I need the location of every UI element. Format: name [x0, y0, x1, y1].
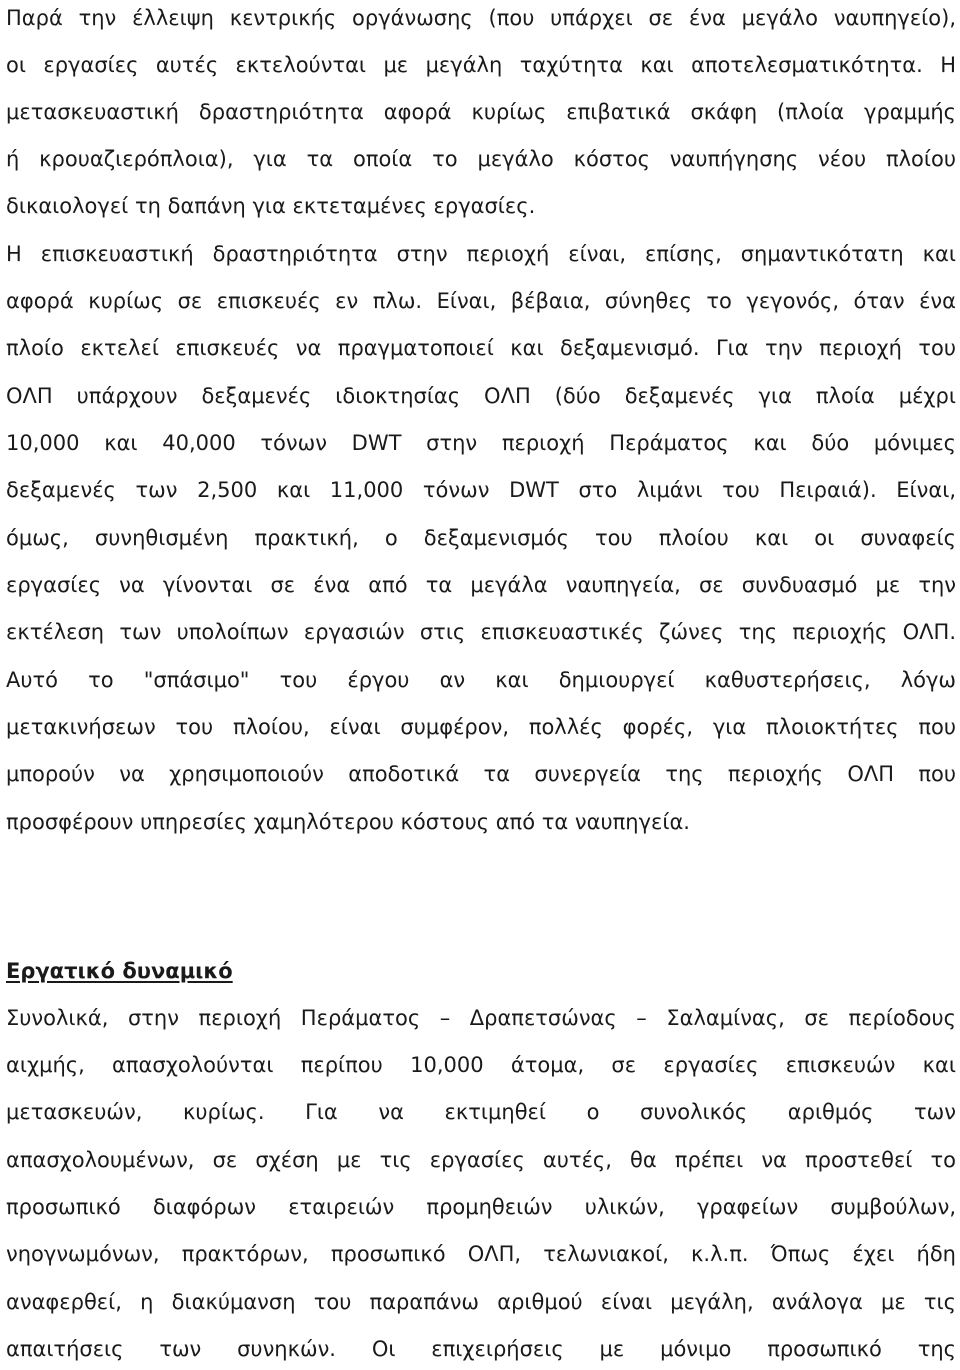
paragraph-2-line: δεξαμενές των 2,500 και 11,000 τόνων DWT στο λιμάνι του Πειραιά). Είναι,	[6, 478, 956, 502]
paragraph-1-line: οι εργασίες αυτές εκτελούνται με μεγάλη ταχύτητα και αποτελεσματικότητα. Η	[6, 53, 956, 77]
paragraph-1-line: ή κρουαζιερόπλοια), για τα οποία το μεγάλο κόστος ναυπήγησης νέου πλοίου	[6, 147, 956, 171]
paragraph-2-line: όμως, συνηθισμένη πρακτική, ο δεξαμενισμός του πλοίου και οι συναφείς	[6, 526, 956, 550]
paragraph-2-line: πλοίο εκτελεί επισκευές να πραγματοποιεί και δεξαμενισμό. Για την περιοχή του	[6, 336, 956, 360]
section-heading: Εργατικό δυναμικό	[6, 959, 233, 983]
paragraph-2-line: ΟΛΠ υπάρχουν δεξαμενές ιδιοκτησίας ΟΛΠ (δύο δεξαμενές για πλοία μέχρι	[6, 384, 956, 408]
paragraph-3-line: Συνολικά, στην περιοχή Περάματος – Δραπετσώνας – Σαλαμίνας, σε περίοδους	[6, 1006, 956, 1030]
paragraph-3-line: αιχμής, απασχολούνται περίπου 10,000 άτομα, σε εργασίες επισκευών και	[6, 1053, 956, 1077]
paragraph-1-line: μετασκευαστική δραστηριότητα αφορά κυρίως επιβατικά σκάφη (πλοία γραμμής	[6, 100, 956, 124]
paragraph-2-line: εκτέλεση των υπολοίπων εργασιών στις επισκευαστικές ζώνες της περιοχής ΟΛΠ.	[6, 620, 956, 644]
paragraph-1-line: δικαιολογεί τη δαπάνη για εκτεταμένες εργασίες.	[6, 194, 536, 218]
paragraph-3-line: απαιτήσεις των συνηκών. Οι επιχειρήσεις με μόνιμο προσωπικό της	[6, 1337, 956, 1361]
paragraph-2-line: 10,000 και 40,000 τόνων DWT στην περιοχή Περάματος και δύο μόνιμες	[6, 431, 956, 455]
paragraph-2-line: προσφέρουν υπηρεσίες χαμηλότερου κόστους από τα ναυπηγεία.	[6, 810, 690, 834]
paragraph-3-line: απασχολουμένων, σε σχέση με τις εργασίες αυτές, θα πρέπει να προστεθεί το	[6, 1148, 956, 1172]
paragraph-2-line: αφορά κυρίως σε επισκευές εν πλω. Είναι, βέβαια, σύνηθες το γεγονός, όταν ένα	[6, 289, 956, 313]
paragraph-3-line: προσωπικό διαφόρων εταιρειών προμηθειών υλικών, γραφείων συμβούλων,	[6, 1195, 956, 1219]
paragraph-2-line: μπορούν να χρησιμοποιούν αποδοτικά τα συνεργεία της περιοχής ΟΛΠ που	[6, 762, 956, 786]
paragraph-2-line: μετακινήσεων του πλοίου, είναι συμφέρον, πολλές φορές, για πλοιοκτήτες που	[6, 715, 956, 739]
paragraph-2-line: Αυτό το "σπάσιμο" του έργου αν και δημιουργεί καθυστερήσεις, λόγω	[6, 668, 956, 692]
paragraph-2-line: εργασίες να γίνονται σε ένα από τα μεγάλα ναυπηγεία, σε συνδυασμό με την	[6, 573, 956, 597]
paragraph-3-line: αναφερθεί, η διακύμανση του παραπάνω αριθμού είναι μεγάλη, ανάλογα με τις	[6, 1290, 956, 1314]
paragraph-3-line: νηογνωμόνων, πρακτόρων, προσωπικό ΟΛΠ, τελωνιακοί, κ.λ.π. Όπως έχει ήδη	[6, 1242, 956, 1266]
paragraph-2-line: Η επισκευαστική δραστηριότητα στην περιοχή είναι, επίσης, σημαντικότατη και	[6, 242, 956, 266]
paragraph-3-line: μετασκευών, κυρίως. Για να εκτιμηθεί ο συνολικός αριθμός των	[6, 1100, 956, 1124]
paragraph-1-line: Παρά την έλλειψη κεντρικής οργάνωσης (που υπάρχει σε ένα μεγάλο ναυπηγείο),	[6, 6, 956, 30]
